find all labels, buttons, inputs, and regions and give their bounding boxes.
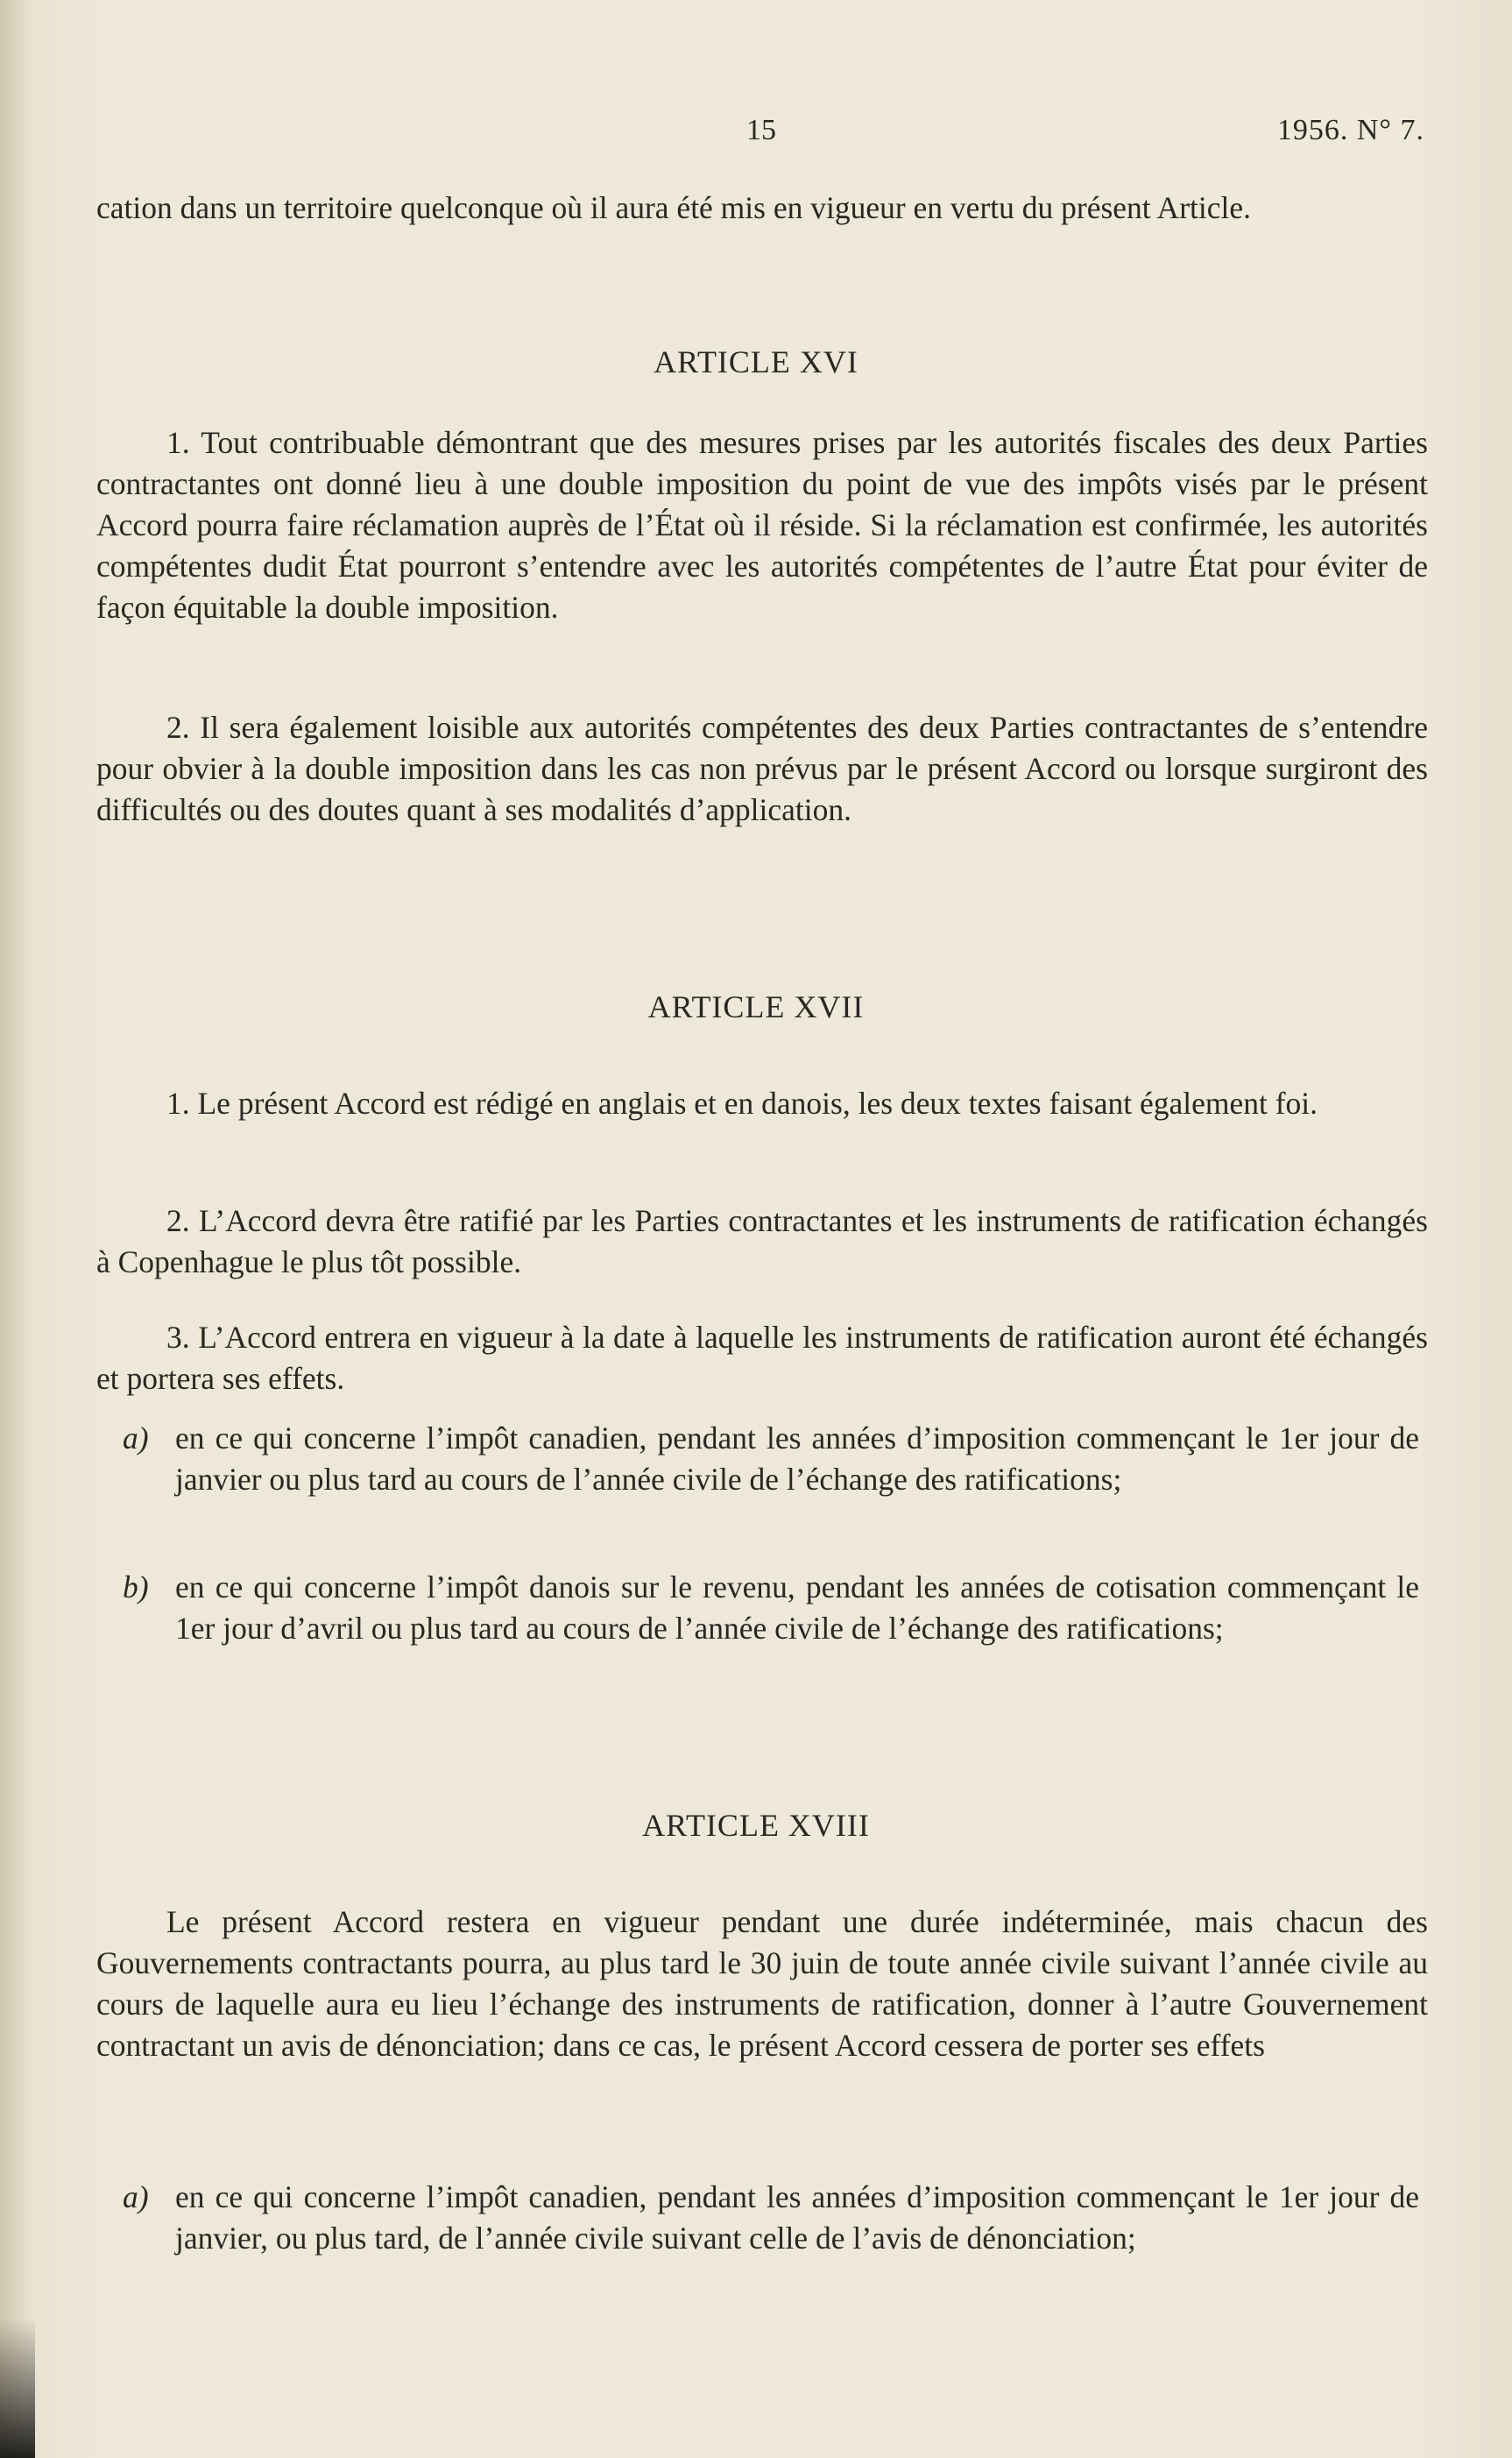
continuation-paragraph: cation dans un territoire quelconque où il aura été mis en vigueur en vertu du présent Article. (96, 190, 1251, 225)
item-text: en ce qui concerne l’impôt canadien, pendant les années d’imposition commençant le 1er jour de janvier, ou plus tard, de l’année civile suivant celle de l’avis de dénonciation; (175, 2179, 1419, 2256)
article-17-p3-block (96, 1317, 1428, 1399)
article-17-p1-block (96, 1083, 1428, 1124)
item-label: b) (123, 1569, 149, 1604)
page-shadow (0, 2318, 35, 2458)
article-16-heading: ARTICLE XVI (654, 344, 858, 379)
article-17-p2-block (96, 1201, 1428, 1283)
article-16-body-2 (96, 707, 1428, 831)
article-18-heading: ARTICLE XVIII (642, 1808, 870, 1843)
art17-paragraph-1: 1. Le présent Accord est rédigé en anglais et en danois, les deux textes faisant également foi. (166, 1086, 1318, 1121)
art17-paragraph-3: 3. L’Accord entrera en vigueur à la date à laquelle les instruments de ratification auront été échangés et portera ses effets. (96, 1320, 1428, 1396)
art18-item-a (123, 2177, 1419, 2259)
art16-paragraph-2: 2. Il sera également loisible aux autorités compétentes des deux Parties contractantes de s’entendre pour obvier à la double imposition dans les cas non prévus par le présent Accord ou lorsque surgiront des difficultés ou des doutes quant à ses modalités d’application. (96, 710, 1428, 827)
article-17-heading: ARTICLE XVII (647, 989, 865, 1024)
art17-item-a (123, 1418, 1419, 1500)
item-label: a) (123, 1420, 149, 1456)
page-header (0, 114, 1512, 158)
item-text: en ce qui concerne l’impôt canadien, pendant les années d’imposition commençant le 1er jour de janvier ou plus tard au cours de l’année civile de l’échange des ratifications; (175, 1420, 1419, 1497)
art17-paragraph-2: 2. L’Accord devra être ratifié par les Parties contractantes et les instruments de ratification échangés à Copenhague le plus tôt possible. (96, 1203, 1428, 1279)
article-16-body (96, 422, 1428, 628)
page-number: 15 (746, 114, 776, 146)
item-text: en ce qui concerne l’impôt danois sur le revenu, pendant les années de cotisation commençant le 1er jour d’avril ou plus tard au cours de l’année civile de l’échange des ratifications; (175, 1569, 1419, 1646)
art16-paragraph-1: 1. Tout contribuable démontrant que des mesures prises par les autorités fiscales des deux Parties contractantes ont donné lieu à une double imposition du point de vue des impôts visés par le présent Accord pourra faire réclamation auprès de l’État où il réside. Si la réclamation est confirmée, les autorités compétentes dudit État pourront s’entendre avec les autorités compétentes de l’autre État pour éviter de façon équitable la double imposition. (96, 425, 1428, 625)
item-label: a) (123, 2179, 149, 2214)
document-reference: 1956. N° 7. (1276, 114, 1424, 146)
art18-paragraph: Le présent Accord restera en vigueur pendant une durée indéterminée, mais chacun des Gouvernements contractants pourra, au plus tard le 30 juin de toute année civile suivant l’année civile au cours de laquelle aura eu lieu l’échange des instruments de ratification, donner à l’autre Gouvernement contractant un avis de dénonciation; dans ce cas, le présent Accord cessera de porter ses effets (96, 1904, 1428, 2063)
article-18-body (96, 1902, 1428, 2066)
art16-continuation (96, 188, 1428, 229)
art17-item-b (123, 1567, 1419, 1649)
